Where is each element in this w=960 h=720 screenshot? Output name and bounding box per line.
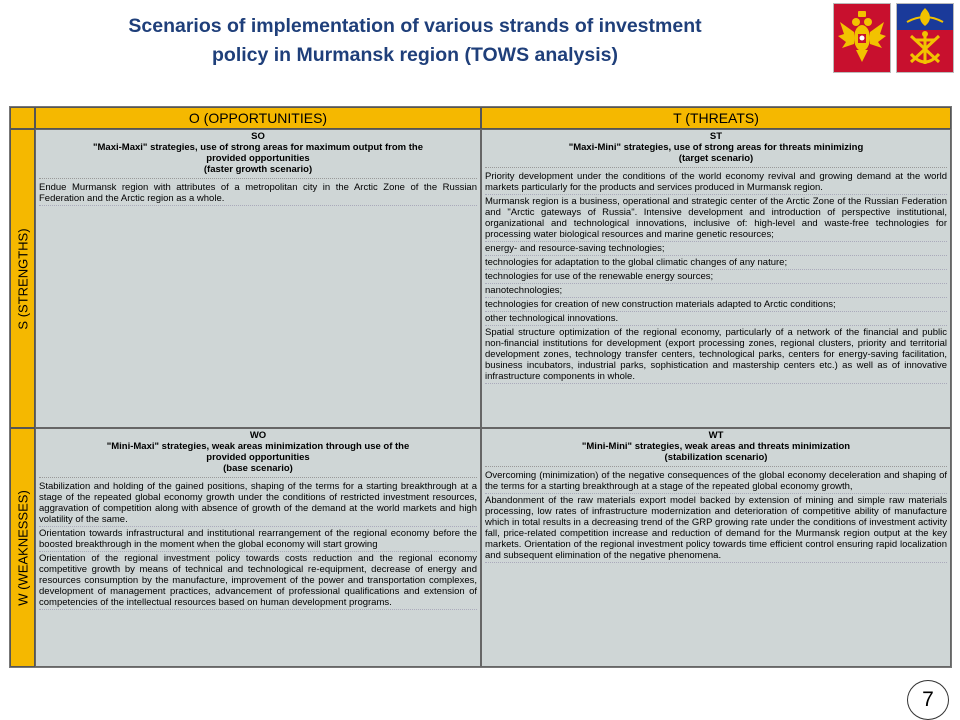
st-paragraph: Spatial structure optimization of the regional economy, particularly of a network of the financial and public non-financial institutions for development (export processing zones, regional clusters, priority and territorial development zones, technology transfer centers, technological parks, centers for energy-saving facilitation, business incubators, industrial parks, sophistication and mastership centers etc.) as well as of innovative infrastructure components in whole. <box>485 327 947 382</box>
quadrant-so <box>35 129 481 428</box>
col-header-threats <box>481 107 951 129</box>
st-paragraph: other technological innovations. <box>485 313 947 326</box>
row-header-weaknesses <box>10 428 35 667</box>
st-paragraph: technologies for use of the renewable energy sources; <box>485 271 947 284</box>
quadrant-wt <box>481 428 951 667</box>
wo-paragraph: Orientation towards infrastructural and institutional rearrangement of the regional economy before the boosted breakthrough in the moment when the global economy will start growing <box>39 528 477 550</box>
st-scenario: (target scenario) <box>678 153 754 164</box>
wt-paragraph: Overcoming (minimization) of the negative consequences of the global economy deceleration and shaping of the terms for a starting breakthrough at a stage of the repeated global economy growth, <box>485 470 947 492</box>
col-header-opportunities <box>35 107 481 129</box>
emblems <box>833 3 954 73</box>
wo-heading-line1: "Mini-Maxi" strategies, weak areas minimization through use of the <box>106 441 410 452</box>
quadrant-st <box>481 129 951 428</box>
st-paragraph: Murmansk region is a business, operational and strategic center of the Arctic Zone of the Russian Federation and "Arctic gateways of Russia". Intensive development and introduction of perspective institutional, organizational and technological innovations, inclusive of: high-level and waste-free technologies for processing water biological resources and marine genetic resources; <box>485 196 947 240</box>
col-header-opportunities-label: O (OPPORTUNITIES) <box>188 110 328 126</box>
so-heading-line2: provided opportunities <box>206 153 310 164</box>
wo-scenario: (base scenario) <box>223 463 293 474</box>
quadrant-wo-heading <box>39 430 477 478</box>
col-header-threats-label: T (THREATS) <box>673 110 759 126</box>
russia-coat-of-arms-icon <box>833 3 891 73</box>
row-header-strengths <box>10 129 35 428</box>
so-paragraph: Endue Murmansk region with attributes of a metropolitan city in the Arctic Zone of the Russian Federation and the Arctic region as a whole. <box>39 182 477 204</box>
wo-heading-line2: provided opportunities <box>206 452 310 463</box>
wo-paragraph: Stabilization and holding of the gained positions, shaping of the terms for a starting breakthrough at a stage of the repeated global economy growth under the conditions of restricted investment resources, aggravation of competition along with absence of growth of the demand at the world markets and high volatility of the same. <box>39 481 477 525</box>
wt-scenario: (stabilization scenario) <box>664 452 768 463</box>
wt-code: WT <box>708 430 724 441</box>
so-heading-line1: "Maxi-Maxi" strategies, use of strong areas for maximum output from the <box>93 142 423 153</box>
st-paragraph: technologies for adaptation to the global climatic changes of any nature; <box>485 257 947 270</box>
wt-heading-line1: "Mini-Mini" strategies, weak areas and threats minimization <box>581 441 851 452</box>
wo-code: WO <box>249 430 267 441</box>
st-paragraph: technologies for creation of new construction materials adapted to Arctic conditions; <box>485 299 947 312</box>
wo-paragraph: Orientation of the regional investment policy towards costs reduction and the regional economy competitive growth by means of technical and technological re-equipment, decrease of energy and resources consumption by the manufacture, improvement of the power and transportation complexes, development of management practices, advancement of professional qualifications and extension of competencies of the intellectual resources based on human development programs. <box>39 553 477 608</box>
page-title <box>30 12 800 70</box>
title-line-2: policy in Murmansk region (TOWS analysis) <box>212 44 618 66</box>
row-header-weaknesses-label: W (WEAKNESSES) <box>15 489 30 606</box>
so-code: SO <box>251 131 265 142</box>
st-paragraph: Priority development under the conditions of the world economy revival and growing demand at the world markets particularly for the products and services produced in Murmansk region. <box>485 171 947 193</box>
quadrant-st-heading <box>485 131 947 168</box>
st-code: ST <box>709 131 723 142</box>
title-line-1: Scenarios of implementation of various strands of investment <box>128 15 702 37</box>
murmansk-region-coat-of-arms-icon <box>896 3 954 73</box>
tows-matrix <box>9 106 952 668</box>
so-scenario: (faster growth scenario) <box>203 164 313 175</box>
quadrant-so-heading <box>39 131 477 179</box>
page-number: 7 <box>907 680 949 720</box>
st-paragraph: energy- and resource-saving technologies; <box>485 243 947 256</box>
quadrant-wt-heading <box>485 430 947 467</box>
row-header-strengths-label: S (STRENGTHS) <box>15 227 30 330</box>
st-paragraph: nanotechnologies; <box>485 285 947 298</box>
quadrant-wo <box>35 428 481 667</box>
corner-cell <box>10 107 35 129</box>
wt-paragraph: Abandonment of the raw materials export model backed by extension of mining and simple raw materials processing, low rates of infrastructure modernization and deterioration of competitive ability of manufacture which in total results in a decreasing trend of the GRP growing rate under the conditions of investment activity fall, price-related competition increase and reduction of demand for the Murmansk region output at the key markets. Orientation of the regional investment policy towards time efficient control ensuring rapid localization and subsequent elimination of the negative phenomena. <box>485 495 947 561</box>
st-heading-line1: "Maxi-Mini" strategies, use of strong areas for threats minimizing <box>568 142 864 153</box>
